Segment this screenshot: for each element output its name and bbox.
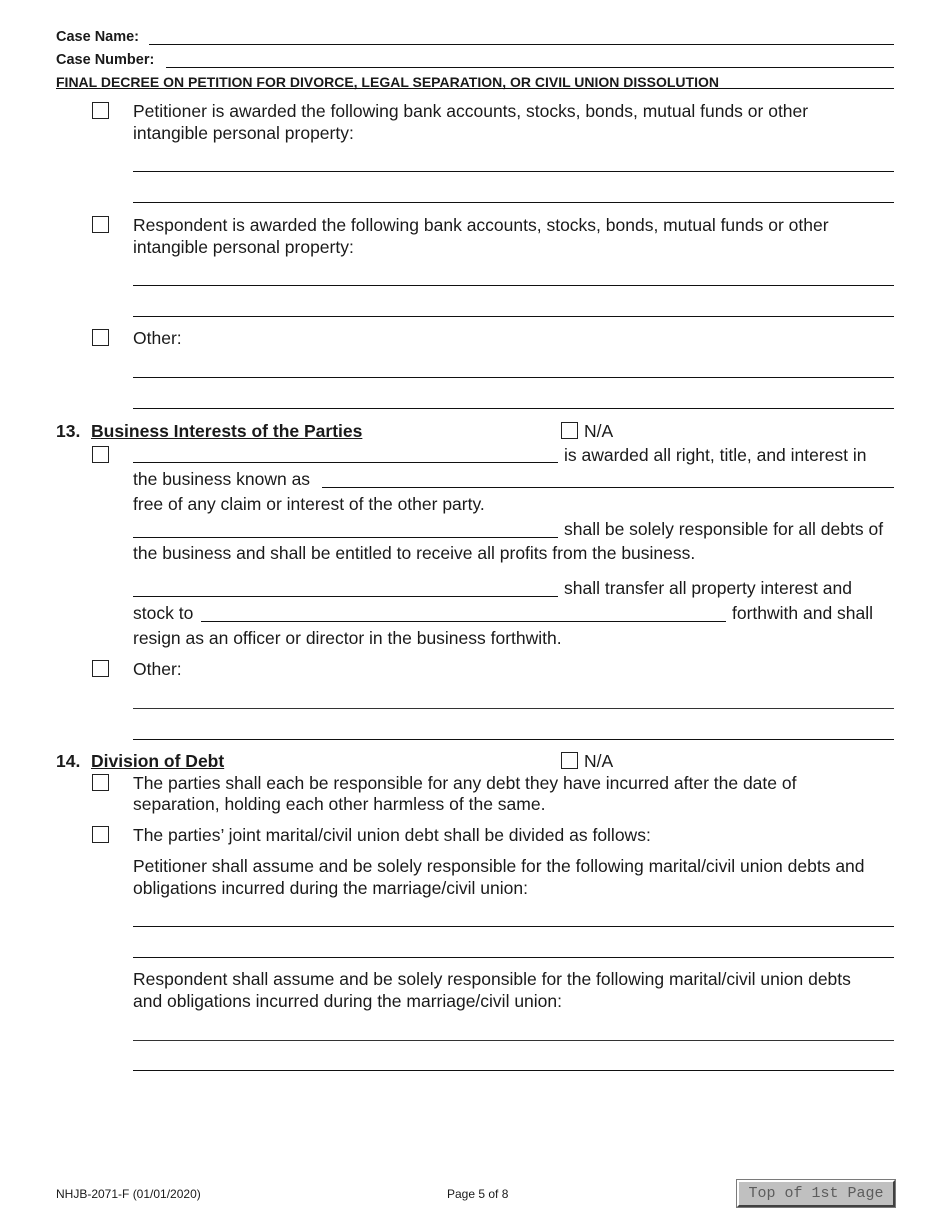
- petitioner-intangible-text-1: Petitioner is awarded the following bank accounts, stocks, bonds, mutual funds or other: [133, 101, 809, 121]
- doc-title: FINAL DECREE ON PETITION FOR DIVORCE, LEGAL SEPARATION, OR CIVIL UNION DISSOLUTION: [56, 74, 719, 90]
- section-14-number: 14.: [56, 751, 81, 771]
- business-other-field-2[interactable]: [133, 739, 894, 740]
- section-13-na-checkbox[interactable]: [561, 422, 578, 439]
- case-name-field[interactable]: [149, 44, 894, 45]
- section-14-na-label: N/A: [584, 751, 614, 771]
- form-id: NHJB-2071-F (01/01/2020): [56, 1187, 201, 1201]
- section-13-title: Business Interests of the Parties: [91, 421, 363, 441]
- title-rule: [56, 88, 894, 89]
- respondent-debt-text-2: and obligations incurred during the marriage/civil union:: [133, 991, 562, 1011]
- petitioner-intangible-text-2: intangible personal property:: [133, 123, 354, 143]
- petitioner-debt-field-1[interactable]: [133, 926, 894, 927]
- forthwith-text: forthwith and shall: [732, 603, 874, 623]
- transfer-party-field[interactable]: [133, 596, 558, 597]
- page-number: Page 5 of 8: [447, 1187, 509, 1201]
- free-of-claim-text: free of any claim or interest of the other party.: [133, 494, 485, 514]
- business-awarded-checkbox[interactable]: [92, 446, 109, 463]
- section-13-na-label: N/A: [584, 421, 614, 441]
- business-other-checkbox[interactable]: [92, 660, 109, 677]
- respondent-intangible-field-2[interactable]: [133, 316, 894, 317]
- separate-debt-text-1: The parties shall each be responsible for any debt they have incurred after the date of: [133, 773, 797, 793]
- transfer-text: shall transfer all property interest and: [564, 578, 852, 598]
- petitioner-intangible-checkbox[interactable]: [92, 102, 109, 119]
- business-other-field-1[interactable]: [133, 708, 894, 709]
- petitioner-intangible-field-1[interactable]: [133, 171, 894, 172]
- petitioner-debt-field-2[interactable]: [133, 957, 894, 958]
- stock-to-field[interactable]: [201, 621, 726, 622]
- separate-debt-text-2: separation, holding each other harmless of the same.: [133, 794, 546, 814]
- petitioner-intangible-field-2[interactable]: [133, 202, 894, 203]
- intangible-other-field-2[interactable]: [133, 408, 894, 409]
- business-name-field[interactable]: [322, 487, 894, 488]
- respondent-debt-text-1: Respondent shall assume and be solely responsible for the following marital/civil union debts: [133, 969, 851, 989]
- business-other-label: Other:: [133, 659, 182, 679]
- joint-debt-checkbox[interactable]: [92, 826, 109, 843]
- separate-debt-checkbox[interactable]: [92, 774, 109, 791]
- respondent-debt-field-1[interactable]: [133, 1040, 894, 1041]
- respondent-intangible-checkbox[interactable]: [92, 216, 109, 233]
- petitioner-debt-text-2: obligations incurred during the marriage/civil union:: [133, 878, 528, 898]
- intangible-other-field-1[interactable]: [133, 377, 894, 378]
- business-known-label: the business known as: [133, 469, 311, 489]
- resign-text: resign as an officer or director in the business forthwith.: [133, 628, 562, 648]
- case-number-field[interactable]: [166, 67, 894, 68]
- case-number-label: Case Number:: [56, 52, 155, 68]
- debts-responsible-party-field[interactable]: [133, 537, 558, 538]
- intangible-other-label: Other:: [133, 328, 182, 348]
- section-13-number: 13.: [56, 421, 81, 441]
- respondent-intangible-field-1[interactable]: [133, 285, 894, 286]
- case-name-label: Case Name:: [56, 29, 140, 45]
- section-14-title: Division of Debt: [91, 751, 225, 771]
- respondent-intangible-text-2: intangible personal property:: [133, 237, 354, 257]
- stock-to-label: stock to: [133, 603, 194, 623]
- intangible-other-checkbox[interactable]: [92, 329, 109, 346]
- business-awarded-text: is awarded all right, title, and interest in: [564, 445, 867, 465]
- respondent-intangible-text-1: Respondent is awarded the following bank accounts, stocks, bonds, mutual funds or other: [133, 215, 829, 235]
- joint-debt-text: The parties’ joint marital/civil union debt shall be divided as follows:: [133, 825, 651, 845]
- business-awarded-party-field[interactable]: [133, 462, 558, 463]
- profits-text: the business and shall be entitled to receive all profits from the business.: [133, 543, 696, 563]
- top-of-first-page-button[interactable]: Top of 1st Page: [737, 1180, 895, 1207]
- solely-responsible-text: shall be solely responsible for all debts of: [564, 519, 884, 539]
- petitioner-debt-text-1: Petitioner shall assume and be solely responsible for the following marital/civil union debts and: [133, 856, 865, 876]
- section-14-na-checkbox[interactable]: [561, 752, 578, 769]
- respondent-debt-field-2[interactable]: [133, 1070, 894, 1071]
